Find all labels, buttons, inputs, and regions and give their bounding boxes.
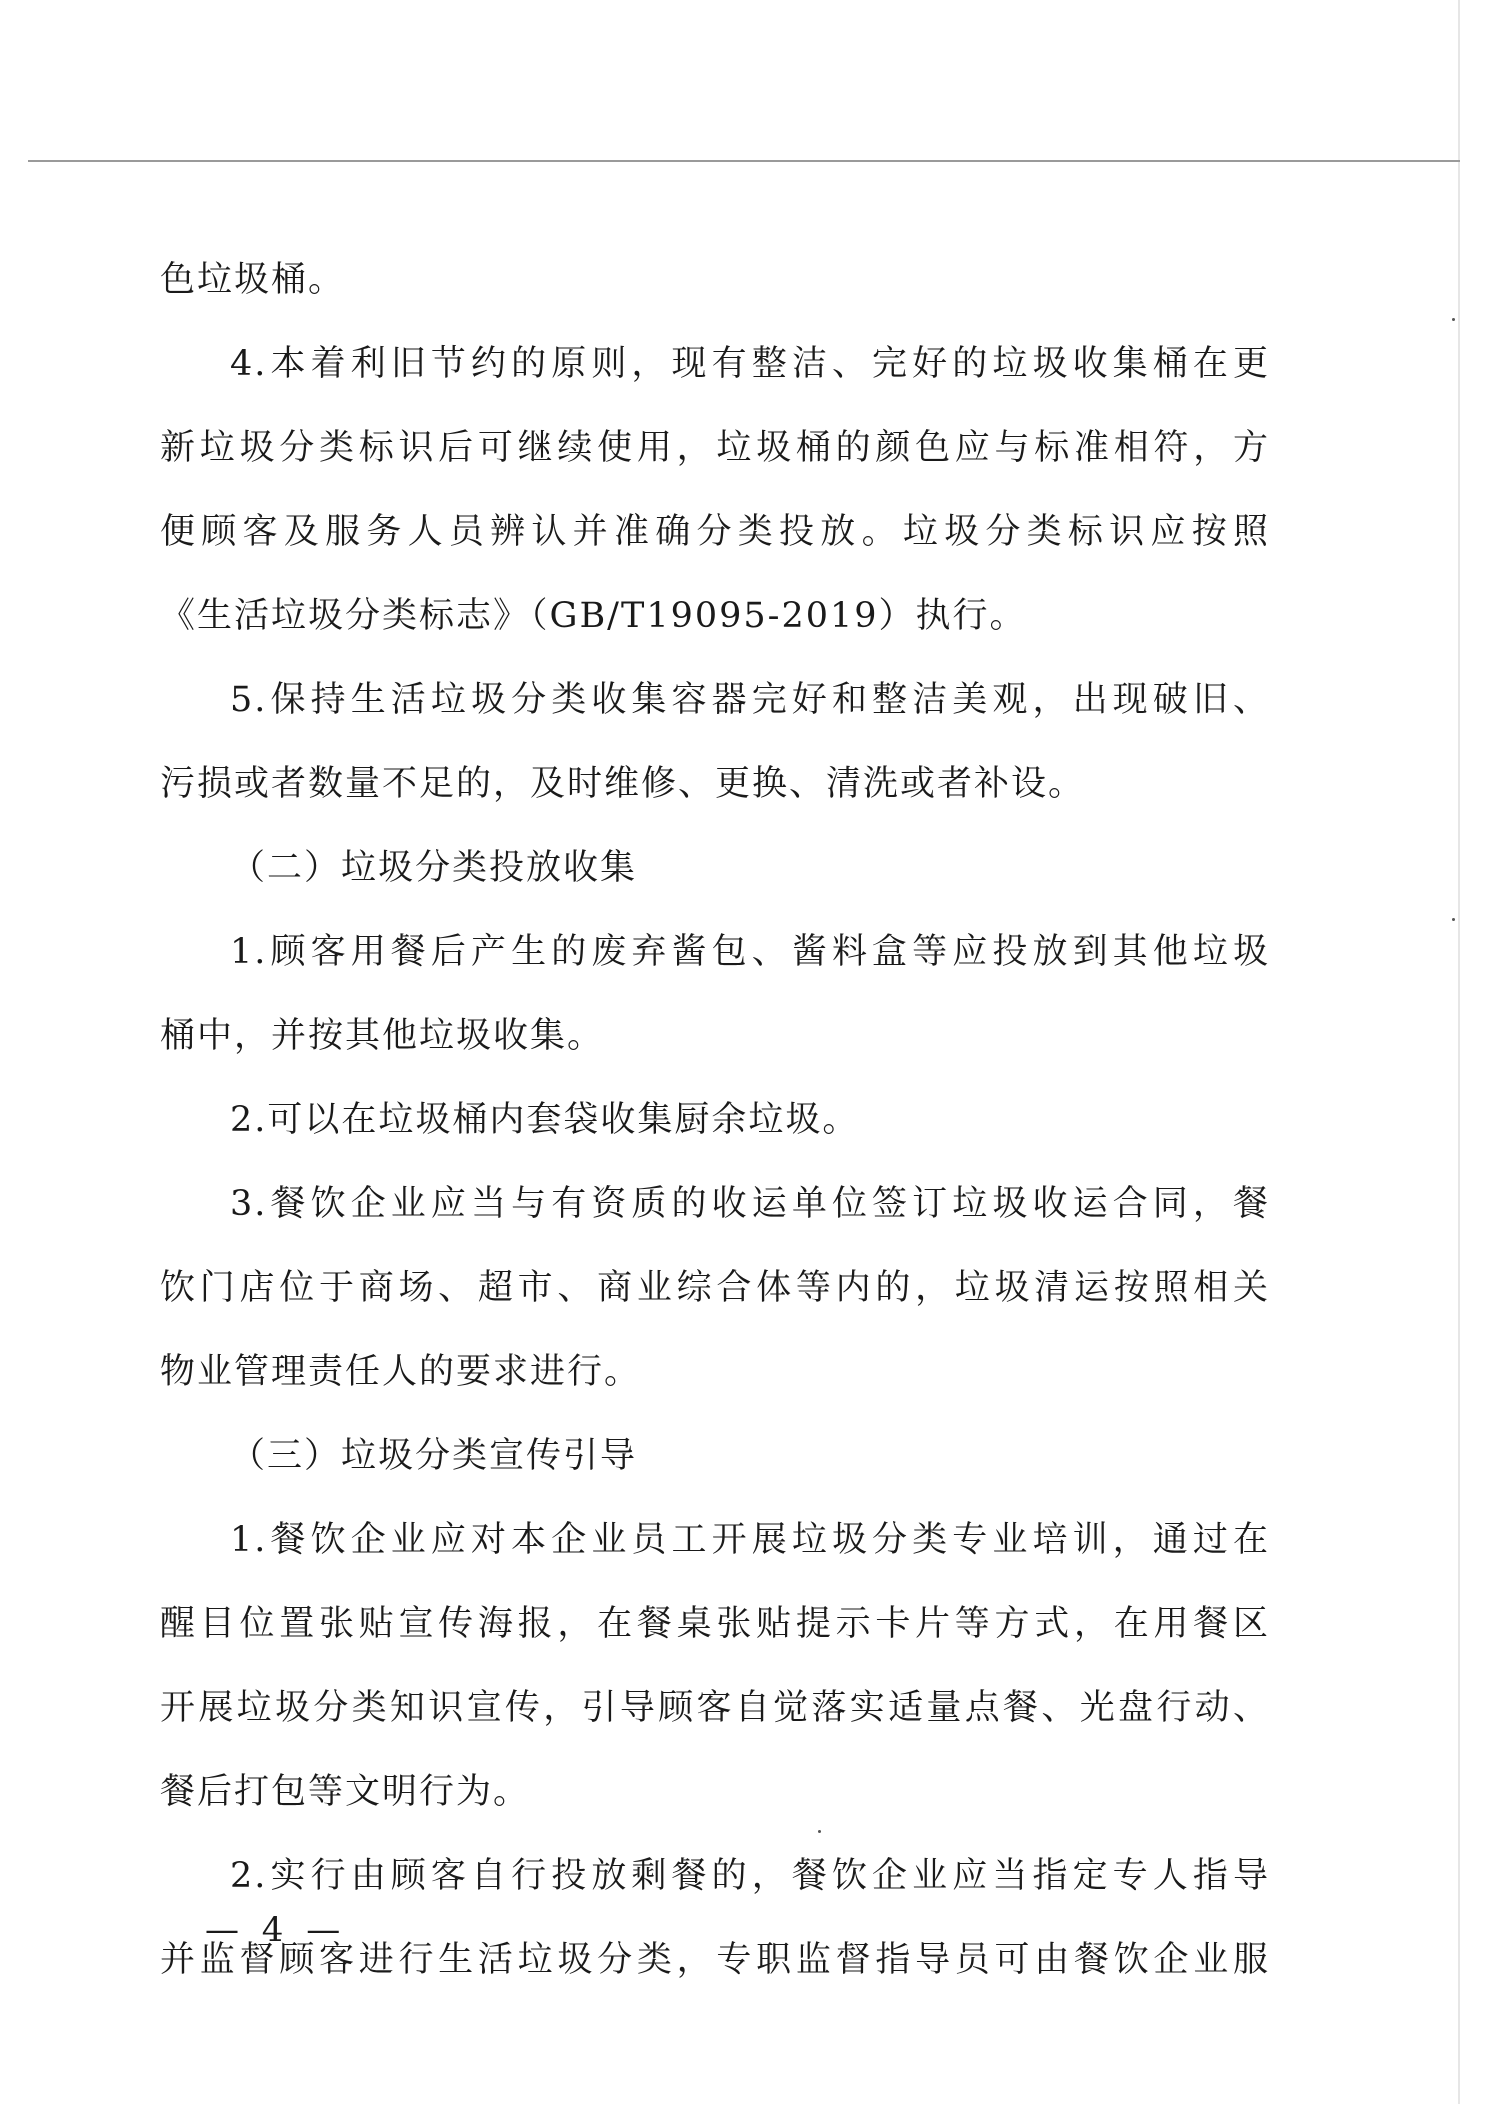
header-rule (28, 160, 1460, 162)
text-line: 污损或者数量不足的，及时维修、更换、清洗或者补设。 (160, 764, 1086, 804)
document-body (160, 238, 1270, 2002)
scan-speck (1452, 918, 1455, 921)
paragraph-item-3: 3.餐饮企业应当与有资质的收运单位签订垃圾收运合同，餐 (230, 1184, 1270, 1224)
scan-speck (818, 1830, 821, 1833)
section-heading-3: （三）垃圾分类宣传引导 (230, 1436, 638, 1476)
text-line: 色垃圾桶。 (160, 260, 346, 300)
text-line: 物业管理责任人的要求进行。 (160, 1352, 642, 1392)
paragraph-item-5: 5.保持生活垃圾分类收集容器完好和整洁美观，出现破旧、 (230, 680, 1270, 720)
page-edge (1458, 0, 1460, 2104)
page-number: — 4 — (205, 1910, 347, 1950)
section-heading-2: （二）垃圾分类投放收集 (230, 848, 638, 888)
text-line: 并监督顾客进行生活垃圾分类，专职监督指导员可由餐饮企业服 (160, 1940, 1270, 1980)
text-line: 餐后打包等文明行为。 (160, 1772, 531, 1812)
paragraph-item-1: 1.餐饮企业应对本企业员工开展垃圾分类专业培训，通过在 (230, 1520, 1270, 1560)
text-line: 桶中，并按其他垃圾收集。 (160, 1016, 605, 1056)
text-line: 新垃圾分类标识后可继续使用，垃圾桶的颜色应与标准相符，方 (160, 428, 1270, 468)
paragraph-item-2: 2.可以在垃圾桶内套袋收集厨余垃圾。 (230, 1100, 860, 1140)
paragraph-item-2: 2.实行由顾客自行投放剩餐的，餐饮企业应当指定专人指导 (230, 1856, 1270, 1896)
text-line: 饮门店位于商场、超市、商业综合体等内的，垃圾清运按照相关 (160, 1268, 1270, 1308)
scan-speck (1452, 318, 1455, 321)
paragraph-item-1: 1.顾客用餐后产生的废弃酱包、酱料盒等应投放到其他垃圾 (230, 932, 1270, 972)
paragraph-item-4: 4.本着利旧节约的原则，现有整洁、完好的垃圾收集桶在更 (230, 344, 1270, 384)
text-line: 便顾客及服务人员辨认并准确分类投放。垃圾分类标识应按照 (160, 512, 1270, 552)
text-line: 《生活垃圾分类标志》（GB/T19095-2019）执行。 (160, 596, 1027, 636)
text-line: 开展垃圾分类知识宣传，引导顾客自觉落实适量点餐、光盘行动、 (160, 1688, 1270, 1728)
text-line: 醒目位置张贴宣传海报，在餐桌张贴提示卡片等方式，在用餐区 (160, 1604, 1270, 1644)
